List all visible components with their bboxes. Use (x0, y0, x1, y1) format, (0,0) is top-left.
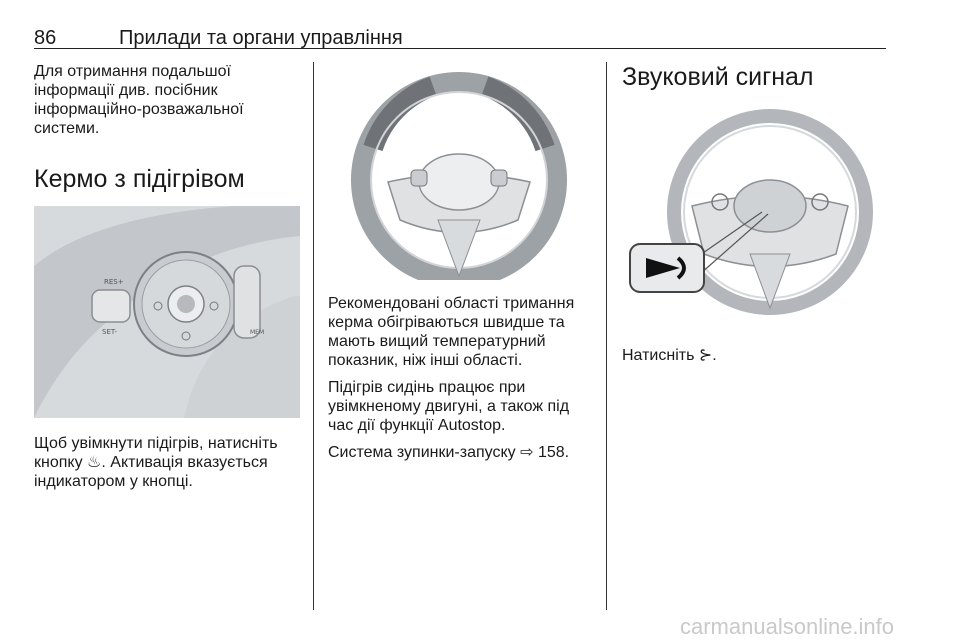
horn-instruction (622, 346, 890, 365)
section-heading-horn: Звуковий сигнал (622, 63, 814, 91)
column-middle (328, 62, 596, 462)
page-header (34, 24, 886, 49)
heated-wheel-instruction (34, 434, 300, 491)
res-label: RES+ (104, 278, 124, 286)
reference-text: Система зупинки-запуску (328, 444, 521, 461)
reference-page: 158. (533, 444, 570, 461)
page-reference-arrow-icon: ⇨ (520, 444, 534, 461)
steering-wheel-heated-areas-figure (328, 70, 590, 280)
horn-figure (622, 94, 884, 332)
column-divider (606, 62, 607, 610)
steering-heat-icon: ♨ (87, 454, 102, 471)
section-heading-heated-wheel: Кермо з підігрівом (34, 165, 245, 193)
column-right (622, 62, 890, 365)
page-number: 86 (34, 27, 57, 49)
heated-wheel-controls-figure (34, 206, 300, 418)
watermark: carmanualsonline.info (680, 614, 895, 639)
page-title: Прилади та органи управління (119, 27, 403, 49)
stop-start-reference (328, 443, 596, 462)
intro-text: Для отримання подальшої інформації див. посібник інформаційно-розважальної системи. (34, 63, 244, 137)
set-label: SET- (102, 328, 118, 336)
instruction-text-end: . Активація вказується індикатором у кнопці. (34, 454, 268, 490)
column-divider (313, 62, 314, 610)
horn-text-end: . (712, 347, 717, 364)
horn-text-start: Натисніть (622, 347, 699, 364)
column-left (34, 62, 300, 491)
instruction-text-start: Щоб увімкнути підігрів, натисніть кнопку (34, 435, 278, 471)
horn-icon: ⊱ (698, 347, 713, 364)
heated-areas-text: Рекомендовані області тримання керма обігріваються швидше та мають вищий температурний показник, ніж інші області. (328, 295, 575, 369)
mem-label: MEM (250, 329, 265, 336)
seat-heating-text: Підігрів сидінь працює при увімкненому двигуні, а також під час дії функції Autostop. (328, 379, 570, 434)
